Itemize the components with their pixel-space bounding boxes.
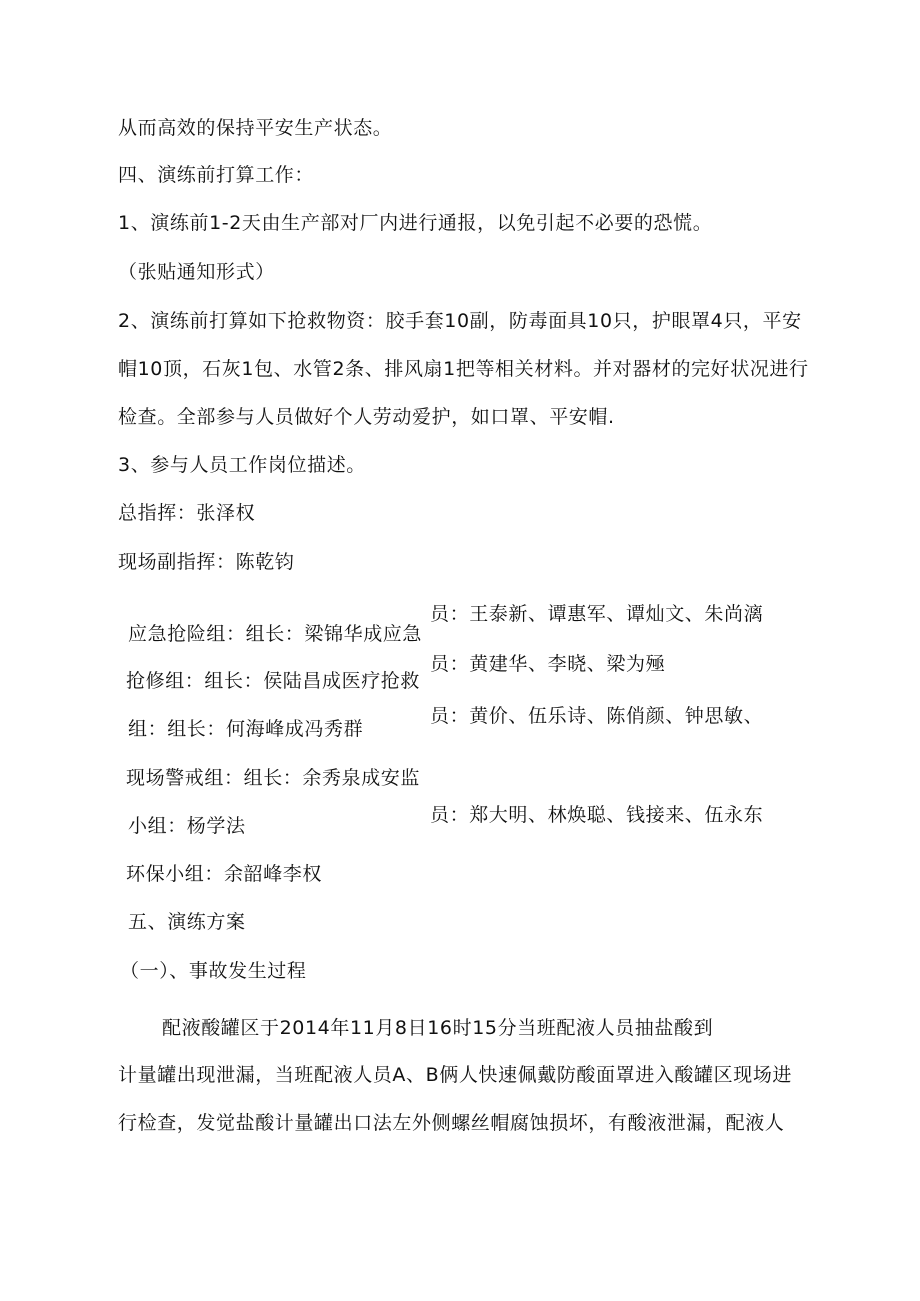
- list-item-line: 3、参与人员工作岗位描述。: [118, 454, 366, 476]
- paragraph-line: 计量罐出现泄漏，当班配液人员A、B俩人快速佩戴防酸面罩进入酸罐区现场进: [118, 1064, 793, 1086]
- group-left-line: 现场警戒组：组长：余秀泉成安监: [126, 767, 421, 789]
- list-item-line: 1、演练前1-2天由生产部对厂内进行通报，以免引起不必要的恐慌。: [118, 212, 713, 234]
- group-right-line: 员：黄价、伍乐诗、陈俏颜、钟思敏、: [430, 705, 764, 727]
- group-left-line: 抢修组：组长：侯陆昌成医疗抢救: [126, 670, 421, 692]
- paragraph-line: 从而高效的保持平安生产状态。: [118, 117, 393, 139]
- list-item-line: 2、演练前打算如下抢救物资：胶手套10副，防毒面具10只，护眼罩4只，平安: [118, 310, 802, 332]
- subsection-heading: （一）、事故发生过程: [120, 960, 307, 982]
- group-left-line: 组：组长：何海峰成冯秀群: [128, 718, 364, 740]
- list-item-line: （张贴通知形式）: [118, 261, 275, 283]
- section-heading: 五、演练方案: [128, 911, 246, 933]
- paragraph-line: 行检查，发觉盐酸计量罐出口法左外侧螺丝帽腐蚀损坏，有酸液泄漏，配液人: [118, 1112, 785, 1134]
- list-item-line: 检查。全部参与人员做好个人劳动爱护，如口罩、平安帽.: [118, 406, 615, 428]
- group-left-line: 小组：杨学法: [128, 815, 246, 837]
- commander-line: 总指挥：张泽权: [118, 502, 256, 524]
- group-right-line: 员：黄建华、李晓、梁为殛: [430, 653, 666, 675]
- group-right-line: 员：王泰新、谭惠军、谭灿文、朱尚漓: [430, 603, 764, 625]
- group-left-line: 环保小组：余韶峰李权: [126, 863, 323, 885]
- section-heading: 四、演练前打算工作：: [118, 164, 315, 186]
- group-left-line: 应急抢险组：组长：梁锦华成应急: [128, 623, 423, 645]
- deputy-commander-line: 现场副指挥：陈乾钧: [118, 551, 295, 573]
- list-item-line: 帽10顶，石灰1包、水管2条、排风扇1把等相关材料。并对器材的完好状况进行: [118, 358, 809, 380]
- paragraph-line: 配液酸罐区于2014年11月8日16时15分当班配液人员抽盐酸到: [162, 1017, 714, 1039]
- group-right-line: 员：郑大明、林焕聪、钱接来、伍永东: [430, 804, 764, 826]
